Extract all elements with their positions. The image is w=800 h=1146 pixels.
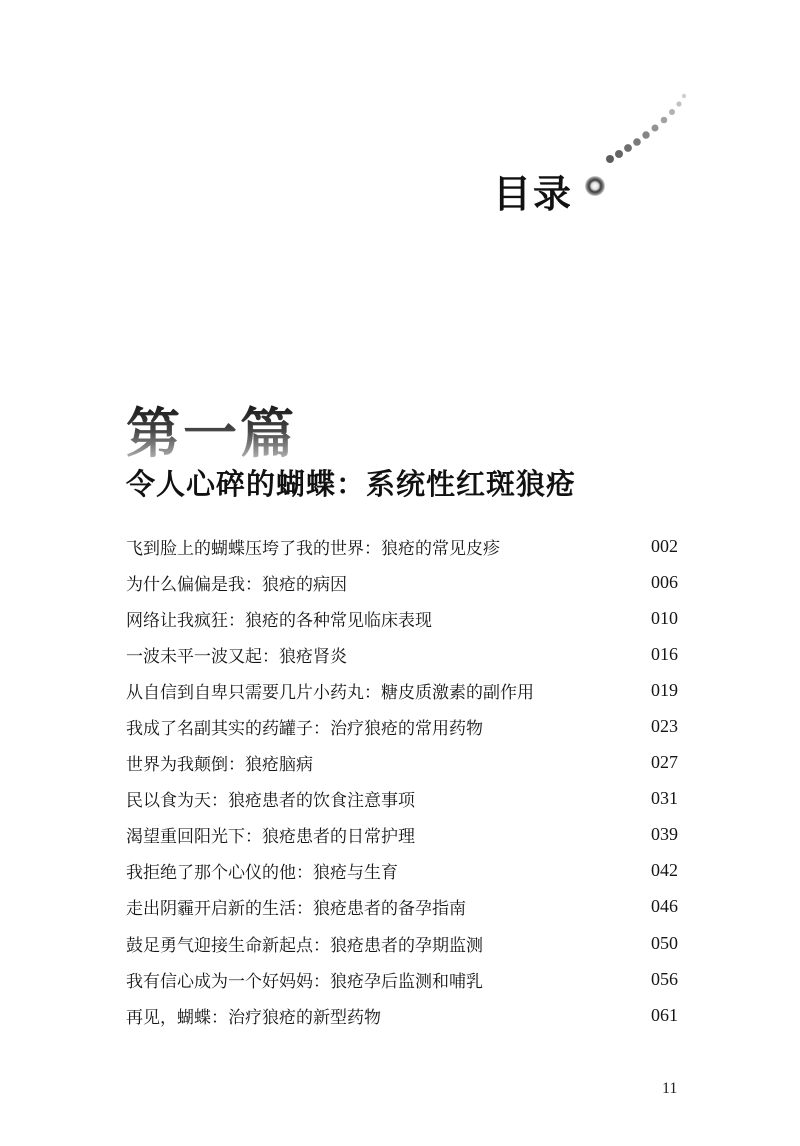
toc-entry-page: 046 (651, 896, 678, 917)
toc-entry[interactable] (126, 925, 678, 961)
toc-entry-title: 网络让我疯狂：狼疮的各种常见临床表现 (126, 610, 432, 631)
arc-dot (606, 155, 614, 163)
toc-entry[interactable] (126, 889, 678, 925)
toc-entry-title: 民以食为天：狼疮患者的饮食注意事项 (126, 791, 415, 812)
arc-dot (615, 150, 623, 158)
toc-entry[interactable] (126, 564, 678, 600)
dotted-arc-icon (580, 88, 695, 203)
toc-entry[interactable] (126, 781, 678, 817)
arc-dot (669, 109, 675, 115)
toc-entry-title: 我成了名副其实的药罐子：治疗狼疮的常用药物 (126, 719, 483, 740)
toc-list (126, 528, 678, 1033)
toc-entry-title: 世界为我颠倒：狼疮脑病 (126, 755, 313, 776)
toc-entry-title: 鼓足勇气迎接生命新起点：狼疮患者的孕期监测 (126, 935, 483, 956)
arc-dot (661, 117, 668, 124)
toc-entry-page: 061 (651, 1004, 678, 1025)
toc-entry-page: 027 (651, 752, 678, 773)
toc-entry-page: 042 (651, 860, 678, 881)
toc-entry-title: 从自信到自卑只需要几片小药丸：糖皮质激素的副作用 (126, 682, 534, 703)
toc-entry[interactable] (126, 817, 678, 853)
toc-entry-page: 002 (651, 535, 678, 556)
toc-entry-title: 一波未平一波又起：狼疮肾炎 (126, 646, 347, 667)
arc-dot (624, 144, 632, 152)
part-label: 第一篇 (126, 401, 297, 465)
arc-dot (652, 125, 659, 132)
arc-dot-large (585, 176, 605, 196)
toc-entry[interactable] (126, 636, 678, 672)
toc-entry-page: 023 (651, 716, 678, 737)
toc-entry-title: 我拒绝了那个心仪的他：狼疮与生育 (126, 863, 398, 884)
toc-entry-page: 031 (651, 788, 678, 809)
toc-entry[interactable] (126, 997, 678, 1033)
arc-dot (682, 94, 686, 98)
toc-entry-title: 再见，蝴蝶：治疗狼疮的新型药物 (126, 1007, 381, 1028)
toc-entry-title: 渴望重回阳光下：狼疮患者的日常护理 (126, 827, 415, 848)
toc-entry[interactable] (126, 672, 678, 708)
toc-entry[interactable] (126, 853, 678, 889)
toc-entry-page: 019 (651, 679, 678, 700)
toc-entry-page: 050 (651, 932, 678, 953)
toc-entry[interactable] (126, 745, 678, 781)
arc-dot (633, 138, 641, 146)
toc-entry-title: 我有信心成为一个好妈妈：狼疮孕后监测和哺乳 (126, 971, 483, 992)
toc-entry[interactable] (126, 961, 678, 997)
toc-entry[interactable] (126, 528, 678, 564)
page-number: 11 (662, 1080, 678, 1097)
arc-dot (642, 131, 649, 138)
toc-entry-page: 016 (651, 643, 678, 664)
toc-heading: 目录 (493, 172, 574, 216)
toc-entry[interactable] (126, 600, 678, 636)
toc-entry-page: 039 (651, 824, 678, 845)
arc-dot (676, 101, 681, 106)
toc-entry-page: 056 (651, 968, 678, 989)
toc-entry-page: 006 (651, 571, 678, 592)
toc-entry-title: 走出阴霾开启新的生活：狼疮患者的备孕指南 (126, 899, 466, 920)
toc-entry-title: 飞到脸上的蝴蝶压垮了我的世界：狼疮的常见皮疹 (126, 538, 500, 559)
toc-entry-page: 010 (651, 607, 678, 628)
part-title: 令人心碎的蝴蝶：系统性红斑狼疮 (126, 467, 577, 501)
toc-entry-title: 为什么偏偏是我：狼疮的病因 (126, 574, 347, 595)
toc-entry[interactable] (126, 708, 678, 744)
